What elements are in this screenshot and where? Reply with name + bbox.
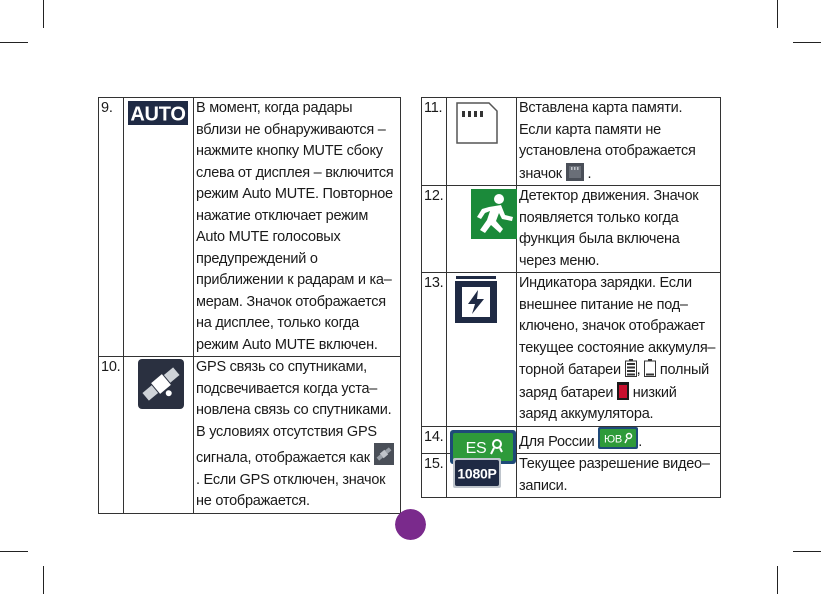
svg-text:1080P: 1080P [457, 465, 497, 482]
description-text-end: . Если GPS отключен, значок не отображается. [196, 471, 386, 509]
auto-mute-icon [128, 101, 188, 125]
description-text-end: . [587, 165, 592, 182]
table-row [422, 98, 721, 186]
gps-satellite-icon [138, 359, 184, 409]
description-text: В момент, когда радары вблизи не обнаруживаются – нажмите кнопку MUTE сбоку слева от дисплея – включится режим Auto MUTE. Повторное нажатие отключает режим Auto MUTE голосовых предупреждений о приближении к радарам и ка– мерам. Значок отображается на дисплее, только когда режим Auto MUTE включен. [194, 98, 401, 357]
description-text-mid: полный заряд батареи [519, 362, 710, 401]
crop-mark-tl-h [0, 42, 28, 43]
row-number: 15. [422, 454, 447, 498]
description-text: Вставлена карта памяти. Если карта памяти не установлена отображается значок [519, 100, 696, 182]
table-row [99, 98, 401, 357]
crop-mark-br-v [777, 566, 778, 594]
battery-full-icon [625, 359, 637, 377]
description-text: Детектор движения. Значок появляется только когда функция была включена через меню. [517, 186, 721, 273]
table-row [422, 273, 721, 427]
charging-indicator-icon [454, 276, 498, 324]
row-number: 11. [422, 98, 447, 186]
motion-detector-icon [471, 189, 517, 239]
gps-satellite-gray-icon [374, 443, 394, 465]
row-number: 13. [422, 273, 447, 427]
svg-text:ES: ES [465, 439, 487, 457]
description-text: GPS связь со спутниками, подсвечивается когда уста– новлена связь со спутниками. В условиях отсутствия GPS сигнала, отображается как [196, 359, 392, 466]
row-number: 10. [99, 357, 124, 514]
battery-outline-icon [644, 359, 656, 377]
memory-card-icon [453, 101, 499, 145]
description-text: Для России [519, 433, 595, 450]
crop-mark-bl-v [43, 566, 44, 594]
row-number: 9. [99, 98, 124, 357]
description-text: Текущее разрешение видео– записи. [517, 454, 721, 498]
crop-mark-tr-v [777, 0, 778, 28]
table-row [422, 454, 721, 498]
resolution-1080p-icon [453, 458, 501, 488]
crop-mark-br-h [793, 551, 821, 552]
crop-mark-tr-h [793, 42, 821, 43]
table-row [99, 357, 401, 514]
icons-table-left [98, 97, 401, 514]
memory-card-missing-icon [566, 163, 584, 181]
crop-mark-tl-v [43, 0, 44, 28]
description-text-end: низкий заряд аккумулятора. [519, 384, 677, 422]
table-row [422, 186, 721, 273]
table-row [422, 426, 721, 454]
svg-text:ЮВ: ЮВ [604, 433, 623, 445]
crop-mark-bl-h [0, 551, 28, 552]
page-number-dot [395, 509, 426, 540]
description-text-sep: , [636, 362, 641, 378]
icons-table-right [421, 97, 721, 498]
row-number: 14. [422, 426, 447, 454]
row-number: 12. [422, 186, 447, 273]
description-text-end: . [638, 433, 643, 450]
battery-low-red-icon [617, 382, 629, 400]
svg-text:AUTO: AUTO [130, 103, 186, 125]
description-text: Индикатора зарядки. Если внешнее питание не под– ключено, значок отображает текущее состояние аккумуля– торной батареи [519, 275, 716, 378]
region-yuv-icon [598, 427, 638, 449]
